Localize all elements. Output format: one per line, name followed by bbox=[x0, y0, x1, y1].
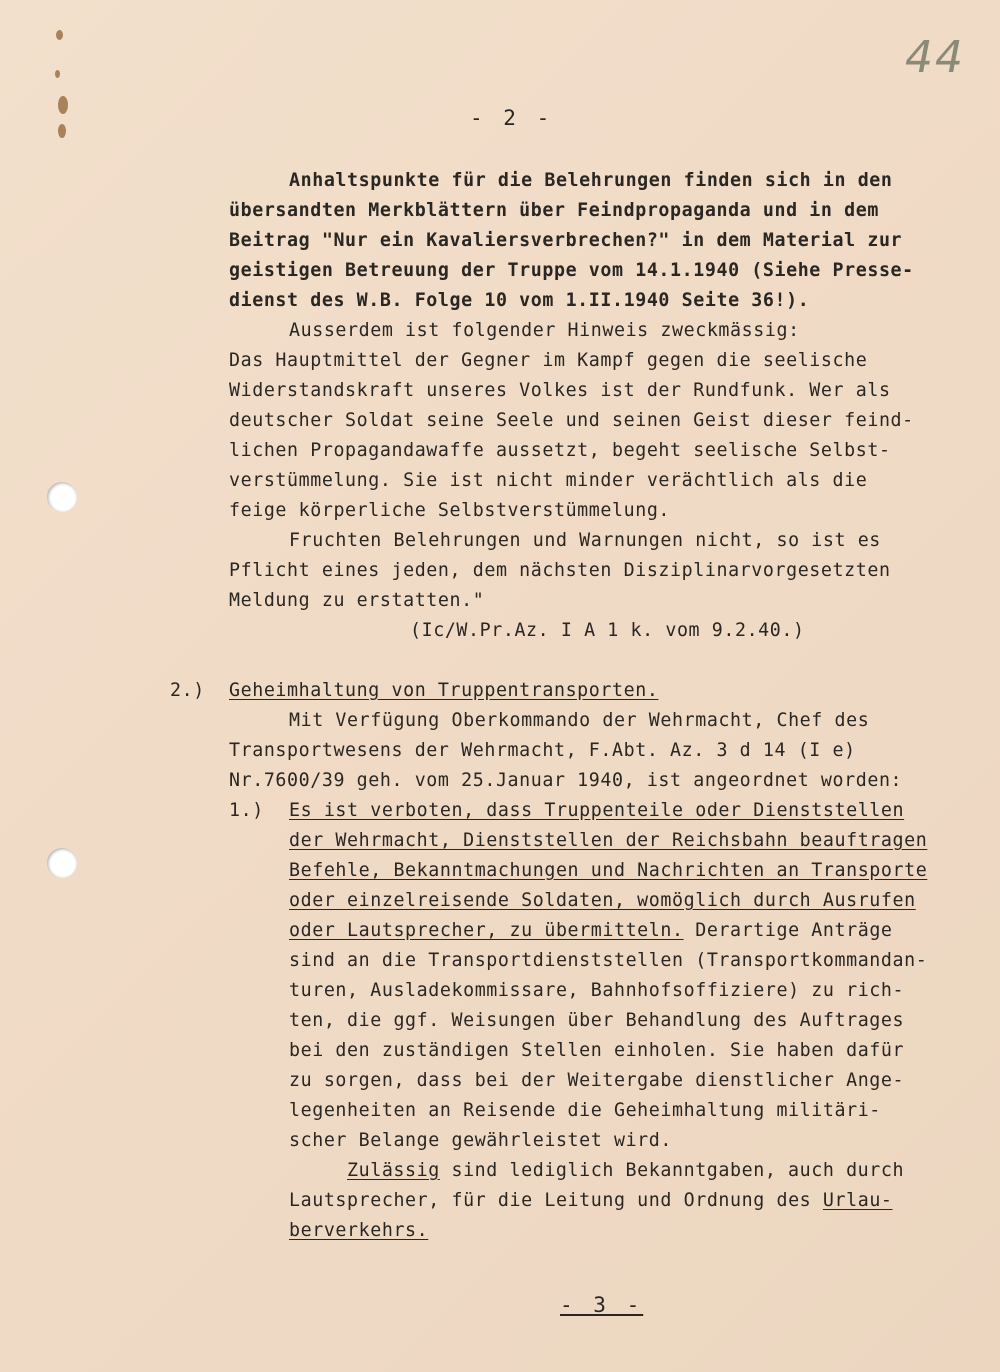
text-line-underlined: oder einzelreisende Soldaten, womöglich durch Ausrufen bbox=[289, 890, 916, 911]
text-line: Nr.7600/39 geh. vom 25.Januar 1940, ist angeordnet worden: bbox=[229, 770, 903, 791]
rust-stain bbox=[58, 124, 66, 138]
text-line bbox=[289, 916, 893, 946]
text-line: Anhaltspunkte für die Belehrungen finden sich in den bbox=[289, 170, 893, 191]
text-line: verstümmelung. Sie ist nicht minder verächtlich als die bbox=[229, 470, 868, 491]
underlined-segment: Zulässig bbox=[347, 1160, 440, 1181]
text-line-underlined: der Wehrmacht, Dienststellen der Reichsbahn beauftragen bbox=[289, 830, 928, 851]
punch-hole-top bbox=[47, 482, 77, 512]
text-line: geistigen Betreuung der Truppe vom 14.1.1940 (Siehe Presse- bbox=[229, 260, 914, 281]
text-line: Das Hauptmittel der Gegner im Kampf gegen die seelische bbox=[229, 350, 868, 371]
text-line bbox=[347, 1156, 904, 1186]
page-number-top: - 2 - bbox=[470, 106, 554, 130]
archive-page-mark: 44 bbox=[905, 32, 965, 83]
text-line: feige körperliche Selbstverstümmelung. bbox=[229, 500, 671, 521]
underlined-segment: oder Lautsprecher, zu übermitteln. bbox=[289, 920, 684, 941]
text-line-underlined: Befehle, Bekanntmachungen und Nachrichten an Transporte bbox=[289, 860, 928, 881]
text-line: Transportwesens der Wehrmacht, F.Abt. Az. 3 d 14 (I e) bbox=[229, 740, 856, 761]
text-segment: sind lediglich Bekanntgaben, auch durch bbox=[439, 1160, 905, 1181]
text-line: lichen Propagandawaffe aussetzt, begeht seelische Selbst- bbox=[229, 440, 891, 461]
rust-stain bbox=[56, 30, 63, 40]
text-line: deutscher Soldat seine Seele und seinen Geist dieser feind- bbox=[229, 410, 914, 431]
text-line-underlined: Es ist verboten, dass Truppenteile oder Dienststellen bbox=[289, 800, 905, 821]
text-line bbox=[289, 1186, 893, 1216]
text-line: dienst des W.B. Folge 10 vom 1.II.1940 Seite 36!). bbox=[229, 290, 810, 311]
text-segment: Derartige Anträge bbox=[683, 920, 893, 941]
text-line: bei den zuständigen Stellen einholen. Sie haben dafür bbox=[289, 1040, 905, 1061]
punch-hole-bottom bbox=[47, 848, 77, 878]
text-line: Beitrag "Nur ein Kavaliersverbrechen?" in dem Material zur bbox=[229, 230, 903, 251]
section-heading: Geheimhaltung von Truppentransporten. bbox=[229, 680, 659, 701]
text-line: Mit Verfügung Oberkommando der Wehrmacht, Chef des bbox=[289, 710, 870, 731]
text-line: Meldung zu erstatten." bbox=[229, 590, 485, 611]
text-line: sind an die Transportdienststellen (Transportkommandan- bbox=[289, 950, 928, 971]
reference-line: (Ic/W.Pr.Az. I A 1 k. vom 9.2.40.) bbox=[410, 620, 805, 641]
text-line-underlined: berverkehrs. bbox=[289, 1220, 429, 1241]
rust-stain bbox=[55, 70, 60, 78]
text-line: turen, Ausladekommissare, Bahnhofsoffiziere) zu rich- bbox=[289, 980, 905, 1001]
text-line: Widerstandskraft unseres Volkes ist der Rundfunk. Wer als bbox=[229, 380, 891, 401]
text-line: ten, die ggf. Weisungen über Behandlung des Auftrages bbox=[289, 1010, 905, 1031]
text-line: zu sorgen, dass bei der Weitergabe dienstlicher Ange- bbox=[289, 1070, 905, 1091]
text-line: legenheiten an Reisende die Geheimhaltung militäri- bbox=[289, 1100, 881, 1121]
text-line: Fruchten Belehrungen und Warnungen nicht, so ist es bbox=[289, 530, 881, 551]
underlined-segment: Urlau- bbox=[822, 1190, 893, 1211]
section-number: 2.) bbox=[170, 680, 205, 701]
rust-stain bbox=[58, 96, 68, 114]
text-line: Ausserdem ist folgender Hinweis zweckmässig: bbox=[289, 320, 800, 341]
text-line: scher Belange gewährleistet wird. bbox=[289, 1130, 673, 1151]
text-line: Pflicht eines jeden, dem nächsten Disziplinarvorgesetzten bbox=[229, 560, 891, 581]
text-segment: Lautsprecher, für die Leitung und Ordnung des bbox=[289, 1190, 823, 1211]
text-line: übersandten Merkblättern über Feindpropaganda und in dem bbox=[229, 200, 879, 221]
page-number-bottom: - 3 - bbox=[560, 1293, 644, 1317]
item-number: 1.) bbox=[229, 800, 264, 821]
